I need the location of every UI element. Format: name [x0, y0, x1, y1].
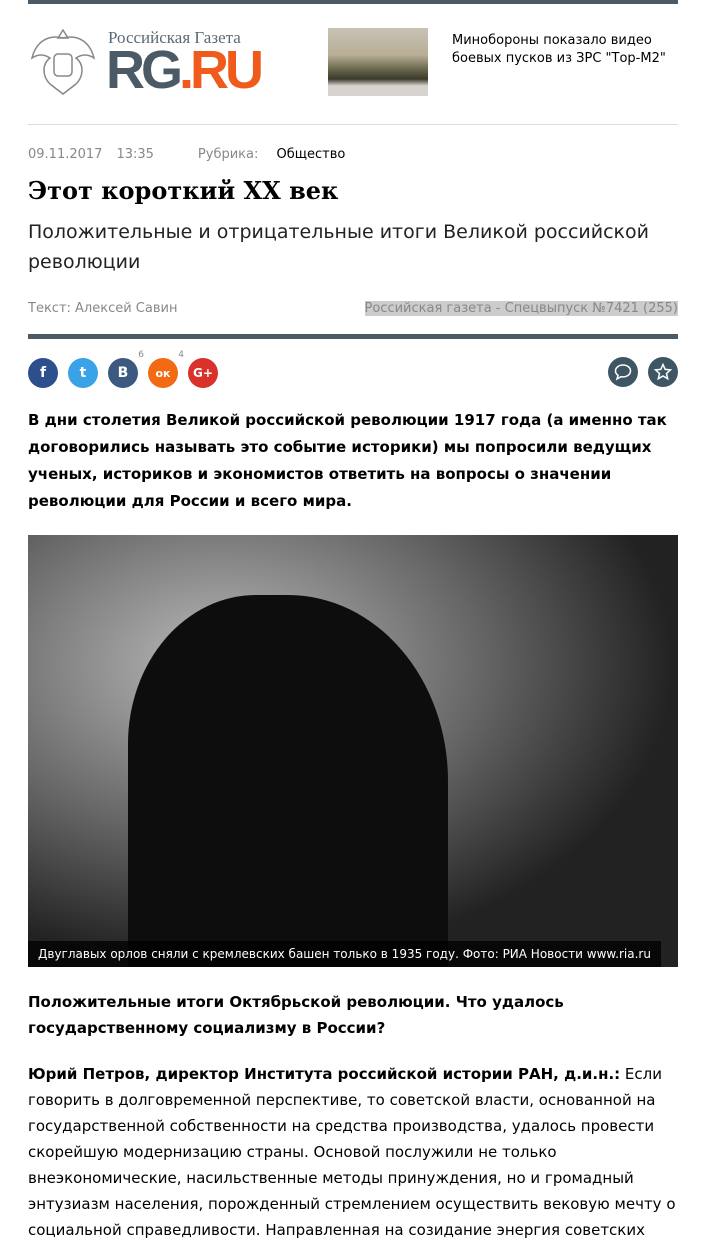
answer-text: Если говорить в долговременной перспективе, то советской власти, основанной на государственной собственности на средства производства, удалось провести скорейшую модернизацию страны. Основой послужили не только внеэкономические, насильственные методы принуждения, но и громадный энтузиазм населения, порожденный стремлением осуществить вековую мечту о социальной справедливости. Направленная на созидание энергия советских	[28, 1065, 676, 1239]
twitter-share-button[interactable]	[68, 358, 98, 388]
rubric-label: Рубрика:	[197, 147, 259, 162]
vk-share-button[interactable]	[108, 350, 144, 388]
teaser-link[interactable]: Минобороны показало видео боевых пусков из ЗРС "Тор-М2"	[452, 33, 666, 66]
photo-caption: Двуглавых орлов сняли с кремлевских башен только в 1935 году. Фото: РИА Новости www.ria.ru	[28, 941, 661, 967]
author[interactable]: Текст: Алексей Савин	[28, 301, 178, 316]
vk-count: 6	[138, 350, 144, 360]
divider	[28, 334, 678, 339]
rubric-link[interactable]: Общество	[276, 147, 346, 162]
teaser-thumbnail[interactable]	[328, 28, 428, 96]
ok-share-button[interactable]	[148, 350, 184, 388]
time: 13:35	[116, 147, 154, 162]
question-heading: Положительные итоги Октябрьской революции. Что удалось государственному социализму в России?	[28, 993, 564, 1037]
logo-ru: .RU	[179, 40, 260, 100]
logo-rg: RG	[106, 40, 179, 100]
site-header	[28, 4, 678, 125]
ok-count: 4	[178, 350, 184, 360]
odnoklassniki-icon: ок	[155, 366, 171, 380]
article-paragraph	[28, 1061, 678, 1243]
speaker: Юрий Петров, директор Института российской истории РАН, д.и.н.:	[28, 1065, 621, 1083]
facebook-share-button[interactable]	[28, 358, 58, 388]
bookmark-button[interactable]	[648, 357, 678, 387]
share-bar	[28, 350, 678, 389]
subtitle: Положительные и отрицательные итоги Великой российской революции	[28, 221, 649, 273]
eagle-silhouette	[128, 595, 448, 967]
page-title: Этот короткий XX век	[28, 176, 339, 205]
facebook-icon: f	[39, 365, 47, 381]
logo[interactable]	[106, 42, 260, 98]
twitter-icon: t	[79, 365, 87, 381]
coat-of-arms-icon[interactable]	[28, 24, 98, 98]
article-photo[interactable]	[28, 535, 678, 967]
comments-button[interactable]	[608, 357, 638, 387]
star-icon	[654, 363, 672, 381]
googleplus-icon: G+	[193, 366, 213, 380]
googleplus-share-button[interactable]	[188, 358, 218, 388]
article-lead: В дни столетия Великой российской революции 1917 года (а именно так договорились называть это событие историки) мы попросили ведущих ученых, историков и экономистов ответить на вопросы о значении революции для России и всего мира.	[28, 411, 667, 510]
article-meta	[28, 147, 678, 162]
comment-icon	[614, 363, 632, 381]
vk-icon: В	[117, 365, 129, 381]
logo-tagline[interactable]: Российская Газета	[108, 28, 241, 47]
date: 09.11.2017	[28, 147, 103, 162]
issue-link[interactable]: Российская газета - Спецвыпуск №7421 (255)	[364, 301, 678, 316]
